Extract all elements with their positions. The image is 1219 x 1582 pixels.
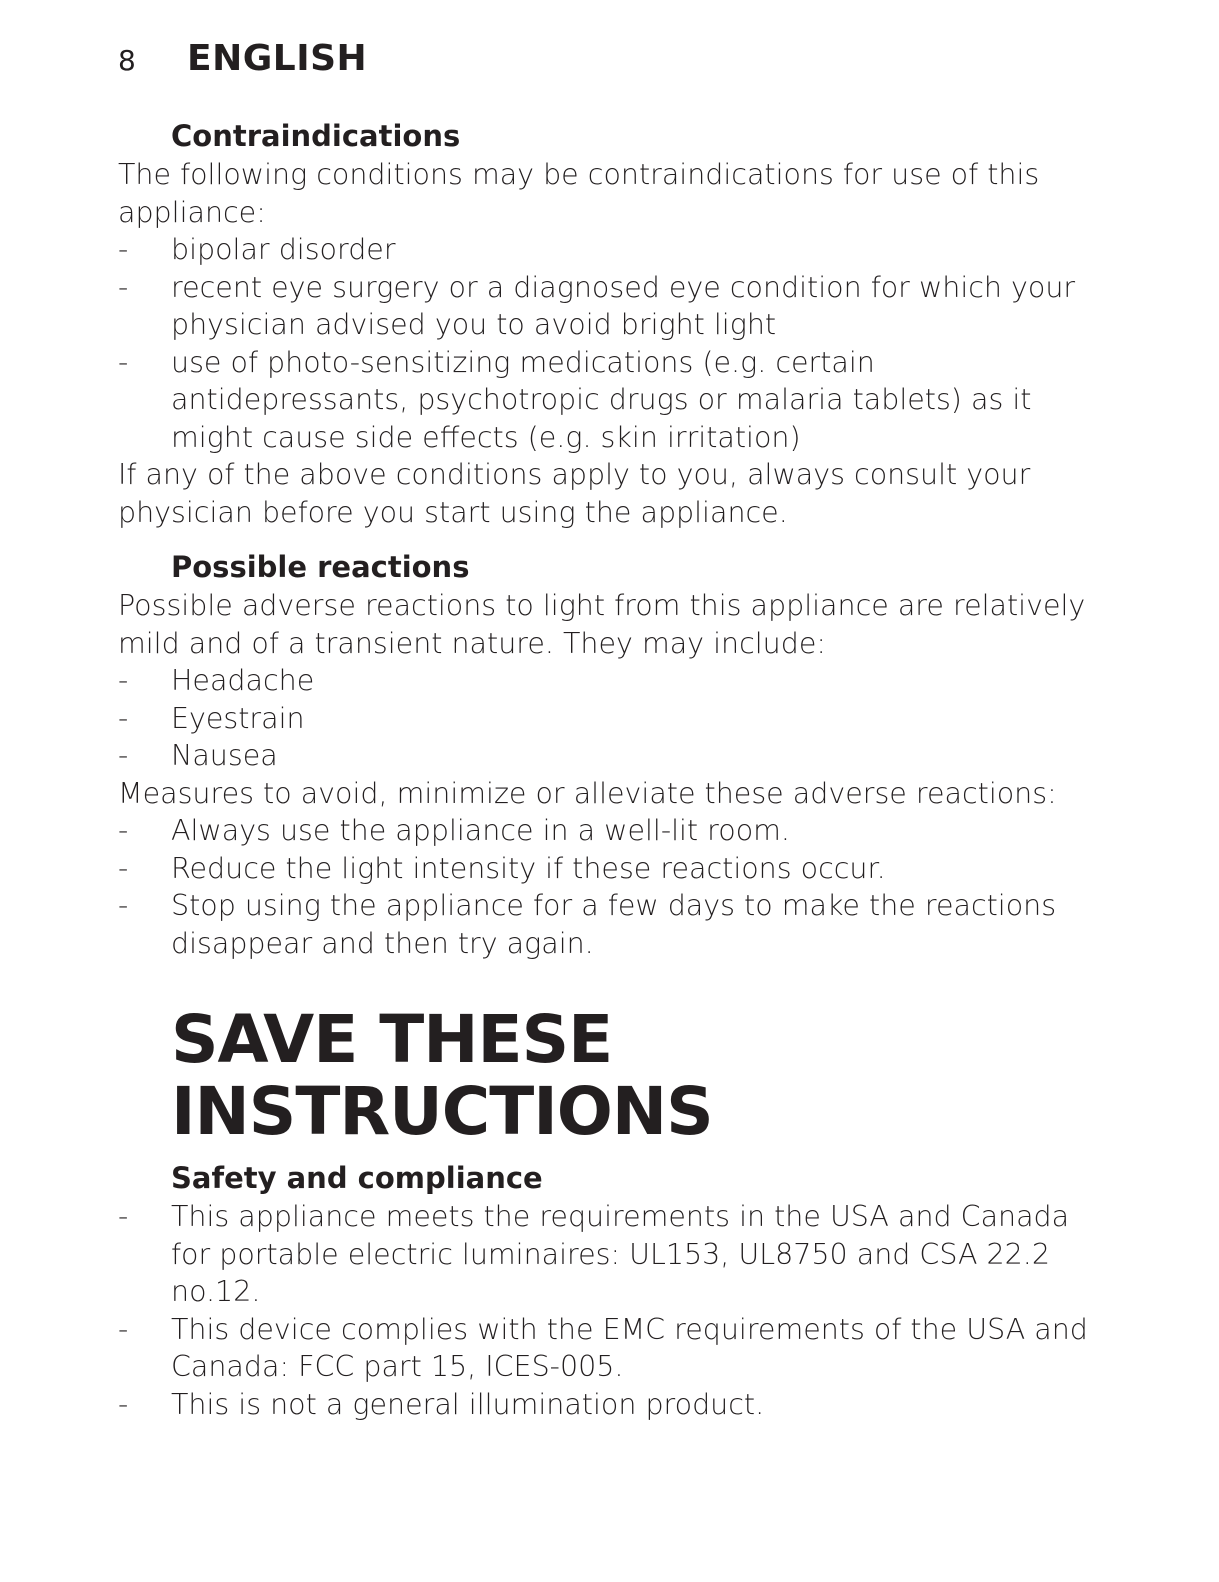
list-item bbox=[118, 1198, 1088, 1311]
page-content bbox=[118, 116, 1088, 1423]
reactions-intro: Possible adverse reactions to light from this appliance are relatively mild and of a transient nature. They may include: bbox=[118, 589, 1086, 660]
list-item-text: Reduce the light intensity if these reactions occur. bbox=[171, 851, 886, 885]
contraindications-intro: The following conditions may be contraindications for use of this appliance: bbox=[118, 158, 1040, 229]
save-title-line-2: INSTRUCTIONS bbox=[171, 1073, 713, 1150]
reactions-list bbox=[118, 662, 1088, 775]
list-item bbox=[118, 812, 1088, 850]
list-item-text: Nausea bbox=[171, 739, 278, 772]
reactions-heading: Possible reactions bbox=[171, 550, 470, 584]
list-item bbox=[118, 231, 1088, 269]
list-dash: - bbox=[118, 345, 129, 379]
contraindications-list bbox=[118, 231, 1088, 456]
list-item-text: This is not a general illumination product. bbox=[171, 1387, 765, 1421]
measures-intro: Measures to avoid, minimize or alleviate these adverse reactions: bbox=[118, 776, 1057, 810]
list-item-text: Always use the appliance in a well-lit room. bbox=[171, 814, 790, 847]
list-item-text: This appliance meets the requirements in the USA and Canada for portable electric luminaires: UL153, UL8750 and CSA 22.2 no.12. bbox=[171, 1200, 1070, 1308]
list-dash: - bbox=[118, 814, 129, 847]
safety-list bbox=[118, 1198, 1088, 1423]
safety-heading: Safety and compliance bbox=[171, 1161, 543, 1195]
list-item bbox=[118, 850, 1088, 888]
list-item bbox=[118, 737, 1088, 775]
measures-list bbox=[118, 812, 1088, 962]
list-item-text: use of photo-sensitizing medications (e.g. certain antidepressants, psychotropic drugs or malaria tablets) as it might cause side effects (e.g. skin irritation) bbox=[171, 345, 1032, 454]
list-item-text: Headache bbox=[171, 664, 315, 697]
list-item-text: bipolar disorder bbox=[171, 233, 396, 266]
list-item-text: This device complies with the EMC requirements of the USA and Canada: FCC part 15, ICES-005. bbox=[171, 1312, 1088, 1383]
list-item bbox=[118, 887, 1088, 962]
list-item bbox=[118, 662, 1088, 700]
list-dash: - bbox=[118, 1200, 129, 1233]
list-dash: - bbox=[118, 851, 129, 885]
list-item-text: Eyestrain bbox=[171, 701, 305, 735]
list-dash: - bbox=[118, 1387, 129, 1421]
list-item bbox=[118, 269, 1088, 344]
list-item bbox=[118, 1311, 1088, 1386]
list-dash: - bbox=[118, 270, 129, 304]
list-dash: - bbox=[118, 664, 129, 697]
list-item bbox=[118, 344, 1088, 457]
language-heading: ENGLISH bbox=[187, 38, 368, 79]
list-item-text: Stop using the appliance for a few days to make the reactions disappear and then try again. bbox=[171, 889, 1057, 960]
list-item bbox=[118, 1386, 1088, 1424]
list-dash: - bbox=[118, 233, 129, 266]
save-title-line-1: SAVE THESE bbox=[171, 1001, 613, 1078]
page-header bbox=[118, 38, 367, 82]
contraindications-heading: Contraindications bbox=[171, 119, 461, 153]
list-dash: - bbox=[118, 739, 129, 772]
list-dash: - bbox=[118, 701, 129, 735]
list-item bbox=[118, 700, 1088, 738]
page-number: 8 bbox=[118, 44, 136, 77]
list-item-text: recent eye surgery or a diagnosed eye condition for which your physician advised you to avoid bright light bbox=[171, 270, 1076, 341]
list-dash: - bbox=[118, 1312, 129, 1346]
save-instructions-title bbox=[118, 1001, 1088, 1150]
contraindications-outro: If any of the above conditions apply to you, always consult your physician before you start using the appliance. bbox=[118, 458, 1031, 529]
list-dash: - bbox=[118, 889, 129, 922]
